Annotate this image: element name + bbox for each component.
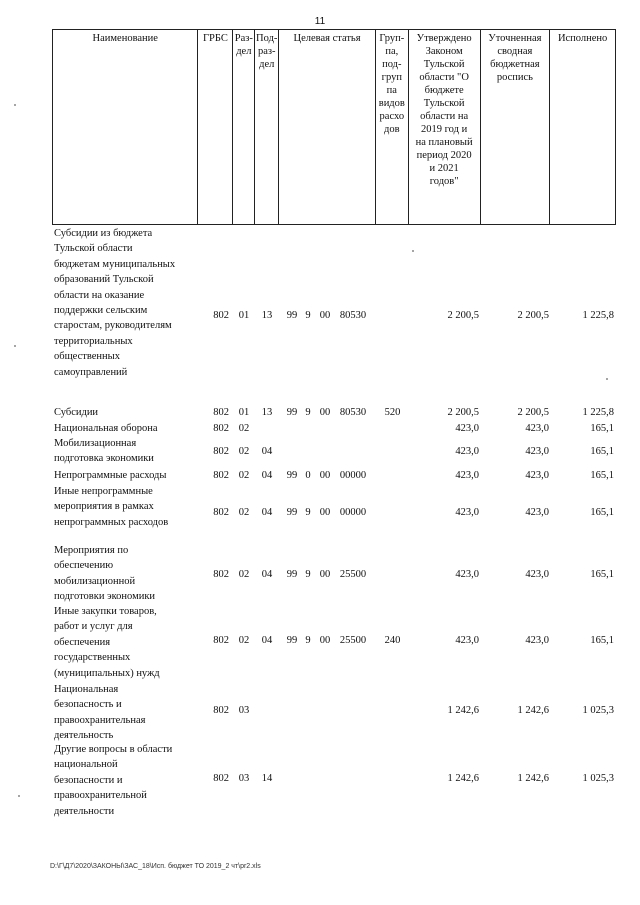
cs-part3: 00 [319,470,331,481]
row-razdel: 02 [238,423,250,434]
row-utverzhdeno: 423,0 [455,635,479,646]
row-razdel: 01 [238,407,250,418]
cs-part1: 99 [286,635,298,646]
cs-part2: 9 [305,507,311,518]
cs-part3: 00 [319,507,331,518]
header-utochnennaya: Уточненная сводная бюджетная роспись [481,30,551,224]
row-gruppa: 240 [384,635,401,646]
cs-part4: 80530 [339,407,367,418]
row-utochnennaya: 1 242,6 [517,705,549,716]
row-podrazdel: 04 [261,507,273,518]
row-name: Другие вопросы в области национальной безопасности и правоохранительной деятельности [54,744,173,817]
table-row [52,468,616,484]
table-row [52,436,616,468]
row-grbs: 802 [213,569,229,580]
row-grbs: 802 [213,446,229,457]
row-razdel: 02 [238,470,250,481]
cs-part4: 25500 [339,569,367,580]
row-podrazdel: 04 [261,446,273,457]
row-grbs: 802 [213,470,229,481]
table-header [52,29,616,225]
cs-part4: 00000 [339,507,367,518]
cs-part2: 9 [305,310,311,321]
cs-part2: 9 [305,635,311,646]
row-gruppa: 520 [384,407,401,418]
row-grbs: 802 [213,423,229,434]
table-row [52,421,616,437]
cs-part4: 25500 [339,635,367,646]
row-name: Национальная безопасность и правоохранительная деятельность [54,684,146,742]
header-gruppa: Груп- па, под- груп па видов расхо дов [376,30,409,224]
row-grbs: 802 [213,310,229,321]
cs-part1: 99 [286,470,298,481]
table-row [52,484,616,532]
table-row [52,604,616,682]
row-ispolneno: 1 225,8 [582,407,614,418]
cs-part3: 00 [319,635,331,646]
row-razdel: 02 [238,446,250,457]
row-ispolneno: 1 225,8 [582,310,614,321]
row-utochnennaya: 423,0 [525,446,549,457]
row-celevaya-statya [279,405,376,420]
cs-part1: 99 [286,310,298,321]
header-ispolneno: Исполнено [557,33,608,44]
row-razdel: 03 [238,773,250,784]
row-podrazdel: 13 [261,310,273,321]
header-grbs: ГРБС [198,30,233,224]
row-razdel: 02 [238,569,250,580]
row-utochnennaya: 2 200,5 [517,310,549,321]
row-utochnennaya: 423,0 [525,635,549,646]
cs-part1: 99 [286,507,298,518]
row-grbs: 802 [213,705,229,716]
row-utochnennaya: 423,0 [525,569,549,580]
scan-speck [14,104,16,106]
cs-part3: 00 [319,569,331,580]
row-razdel: 03 [238,705,250,716]
table-row [52,682,616,744]
row-utochnennaya: 423,0 [525,423,549,434]
table-row [52,405,616,421]
row-utverzhdeno: 2 200,5 [447,310,479,321]
row-utverzhdeno: 423,0 [455,423,479,434]
row-name: Субсидии из бюджета Тульской области бюджетам муниципальных образований Тульской области на оказание поддержки сельским старостам, руководителям территориальных общественных самоуправлений [54,228,176,378]
row-utochnennaya: 1 242,6 [517,773,549,784]
row-ispolneno: 165,1 [590,569,614,580]
row-celevaya-statya [279,633,376,648]
row-podrazdel: 04 [261,569,273,580]
cs-part2: 0 [305,470,311,481]
cs-part2: 9 [305,407,311,418]
row-celevaya-statya [279,505,376,520]
cs-part1: 99 [286,569,298,580]
row-name: Мобилизационная подготовка экономики [54,438,154,465]
row-razdel: 02 [238,507,250,518]
row-ispolneno: 1 025,3 [582,705,614,716]
row-grbs: 802 [213,773,229,784]
row-name: Национальная оборона [54,423,158,434]
row-utverzhdeno: 423,0 [455,470,479,481]
row-utochnennaya: 423,0 [525,507,549,518]
row-ispolneno: 165,1 [590,635,614,646]
row-name: Иные непрограммные мероприятия в рамках непрограммных расходов [54,486,169,528]
cs-part4: 80530 [339,310,367,321]
row-ispolneno: 165,1 [590,446,614,457]
row-name: Мероприятия по обеспечению мобилизационной подготовки экономики [54,545,156,603]
row-utverzhdeno: 423,0 [455,507,479,518]
row-grbs: 802 [213,407,229,418]
row-ispolneno: 165,1 [590,470,614,481]
row-utverzhdeno: 423,0 [455,569,479,580]
row-ispolneno: 1 025,3 [582,773,614,784]
row-razdel: 01 [238,310,250,321]
table-row [52,226,616,378]
scan-speck [14,345,16,347]
row-razdel: 02 [238,635,250,646]
row-name: Непрограммные расходы [54,470,167,481]
header-utverzhdeno: Утверждено Законом Тульской области "О бюджете Тульской области на 2019 год и на плановый период 2020 и 2021 годов" [409,30,481,224]
scan-speck [606,378,608,380]
header-podrazdel: Под- раз- дел [255,30,279,224]
row-utverzhdeno: 1 242,6 [447,773,479,784]
header-razdel: Раз- дел [233,30,255,224]
cs-part2: 9 [305,569,311,580]
scan-speck [18,795,20,797]
cs-part1: 99 [286,407,298,418]
row-celevaya-statya [279,567,376,582]
row-podrazdel: 04 [261,470,273,481]
row-celevaya-statya [279,468,376,483]
row-celevaya-statya [279,308,376,323]
row-utverzhdeno: 2 200,5 [447,407,479,418]
table-row [52,543,616,605]
header-name: Наименование [53,30,198,224]
row-podrazdel: 13 [261,407,273,418]
row-utochnennaya: 2 200,5 [517,407,549,418]
row-utverzhdeno: 1 242,6 [447,705,479,716]
row-utochnennaya: 423,0 [525,470,549,481]
row-ispolneno: 165,1 [590,423,614,434]
scan-speck [412,250,414,252]
row-utverzhdeno: 423,0 [455,446,479,457]
row-grbs: 802 [213,507,229,518]
row-podrazdel: 14 [261,773,273,784]
cs-part4: 00000 [339,470,367,481]
row-name: Иные закупки товаров, работ и услуг для обеспечения государственных (муниципальных) нужд [54,606,160,679]
row-podrazdel: 04 [261,635,273,646]
row-grbs: 802 [213,635,229,646]
page-number: 11 [314,16,326,27]
row-name: Субсидии [54,407,99,418]
table-row [52,742,616,820]
header-celevaya-statya: Целевая статья [279,30,376,224]
cs-part3: 00 [319,407,331,418]
file-path-footer: D:\Г\Д7\2020\ЗАКОНЫ\ЗАС_18\Исп. бюджет ТО 2019_2 чт\pr2.xls [50,863,261,870]
row-ispolneno: 165,1 [590,507,614,518]
cs-part3: 00 [319,310,331,321]
